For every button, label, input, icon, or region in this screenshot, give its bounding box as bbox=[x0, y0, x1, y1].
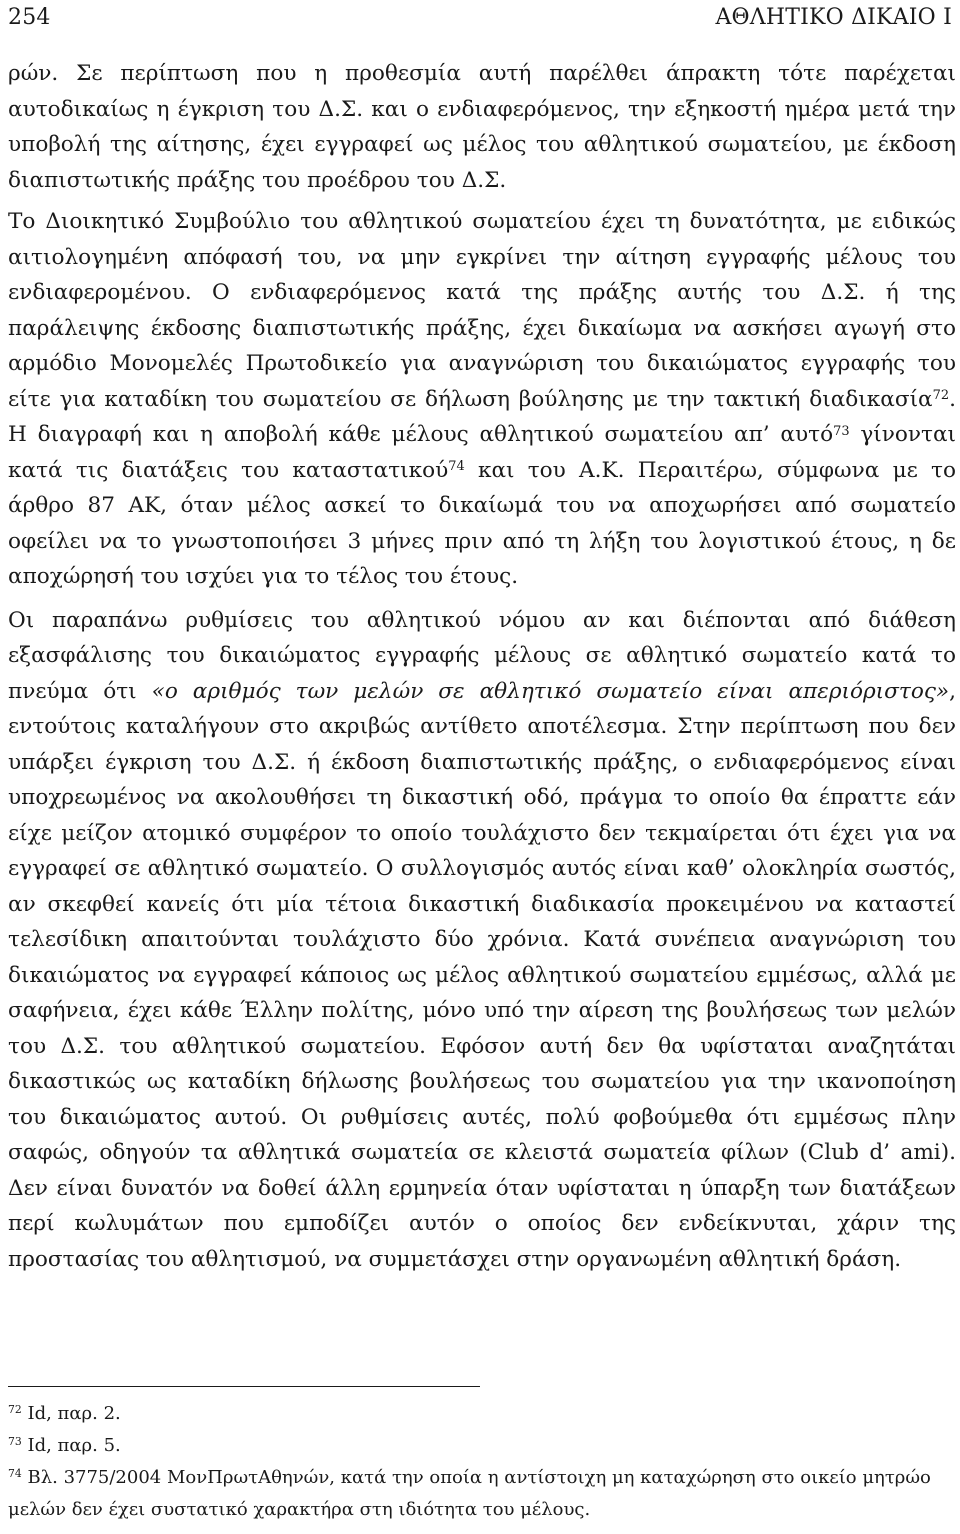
footnote-text: Id, παρ. 2. bbox=[27, 1403, 121, 1424]
footnote-74 bbox=[8, 1462, 956, 1526]
paragraph-3-part-a: Οι παραπάνω ρυθμίσεις του αθλητικού νόμου αν και διέπονται από διάθεση εξασφάλισης του δικαιώματος εγγραφής μέλους σε αθλητικό σωματείο κατά το πνεύμα ότι bbox=[8, 607, 956, 704]
footnote-text: Id, παρ. 5. bbox=[27, 1435, 121, 1456]
footnote-ref-73[interactable]: 73 bbox=[833, 423, 850, 439]
footnote-number: 73 bbox=[8, 1435, 22, 1449]
page-header bbox=[8, 0, 952, 34]
footnote-72 bbox=[8, 1398, 956, 1430]
paragraph-1: ρών. Σε περίπτωση που η προθεσμία αυτή παρέλθει άπρακτη τότε παρέχεται αυτοδικαίως η έγκριση του Δ.Σ. και ο ενδιαφερόμενος, την εξηκοστή ημέρα μετά την υποβολή της αίτησης, έχει εγγραφεί ως μέλος του αθλητικού σωματείου, με έκδοση διαπιστωτικής πράξης του προέδρου του Δ.Σ. bbox=[8, 61, 956, 193]
paragraph-2-part-c: γίνονται κατά τις διατάξεις του καταστατικού bbox=[8, 422, 956, 483]
footnote-ref-72[interactable]: 72 bbox=[932, 388, 950, 404]
paragraph-2-part-b: . Η διαγραφή και η αποβολή κάθε μέλους αθλητικού σωματείου απ’ αυτό bbox=[8, 386, 956, 447]
paragraph-3-quote: «ο αριθμός των μελών σε αθλητικό σωματείο είναι απεριόριστος» bbox=[151, 678, 950, 704]
footnotes bbox=[8, 1398, 956, 1526]
footnote-number: 74 bbox=[8, 1467, 22, 1481]
paragraph-3 bbox=[8, 603, 956, 1278]
body-text bbox=[8, 56, 956, 1277]
paragraph-2-part-d: και του Α.Κ. Περαιτέρω, σύμφωνα με το άρθρο 87 ΑΚ, όταν μέλος ασκεί το δικαίωμά του να αποχωρήσει από σωματείο οφείλει να το γνωστοποιήσει 3 μήνες πριν από τη λήξη του λογιστικού έτους, η δε αποχώρησή του ισχύει για το τέλος του έτους. bbox=[8, 457, 956, 589]
paragraph-2-part-a: Το Διοικητικό Συμβούλιο του αθλητικού σωματείου έχει τη δυνατότητα, με ειδικώς αιτιολογημένη απόφασή του, να μην εγκρίνει την αίτηση εγγραφής μέλους του ενδιαφερομένου. Ο ενδιαφερόμενος κατά της πράξης αυτής του Δ.Σ. ή της παράλειψης έκδοσης διαπιστωτικής πράξης, έχει δικαίωμα να ασκήσει αγωγή στο αρμόδιο Μονομελές Πρωτοδικείο για αναγνώριση του δικαιώματος εγγραφής του είτε για καταδίκη του σωματείου σε δήλωση βούλησης με την τακτική διαδικασία bbox=[8, 209, 956, 412]
running-title: ΑΘΛΗΤΙΚΟ ΔΙΚΑΙΟ Ι bbox=[715, 4, 952, 30]
page-number: 254 bbox=[8, 4, 51, 30]
footnote-number: 72 bbox=[8, 1403, 22, 1417]
footnote-divider bbox=[8, 1386, 480, 1387]
footnote-ref-74[interactable]: 74 bbox=[448, 459, 465, 475]
paragraph-3-part-b: , εντούτοις καταλήγουν στο ακριβώς αντίθετο αποτέλεσμα. Στην περίπτωση που δεν υπάρξει έγκριση του Δ.Σ. ή έκδοση διαπιστωτικής πράξης, ο ενδιαφερόμενος είναι υποχρεωμένος να ακολουθήσει τη δικαστική οδό, πράγμα το οποίο θα έπραττε εάν είχε μείζον ατομικό συμφέρον το οποίο τουλάχιστο δεν τεκμαίρεται ότι έχει για να εγγραφεί σε αθλητικό σωματείο. Ο συλλογισμός αυτός είναι καθ’ ολοκληρία σωστός, αν σκεφθεί κανείς ότι μία τέτοια δικαστική διαδικασία προκειμένου να καταστεί τελεσίδικη απαιτούνται τουλάχιστο δύο χρόνια. Κατά συνέπεια αναγνώριση του δικαιώματος να εγγραφεί κάποιος ως μέλος αθλητικού σωματείου εμμέσως, αλλά με σαφήνεια, έχει κάθε Έλλην πολίτης, μόνο υπό την αίρεση της βουλήσεως των μελών του Δ.Σ. του αθλητικού σωματείου. Εφόσον αυτή δεν θα υφίσταται αναζητάται δικαστικώς ως καταδίκη δήλωσης βουλήσεως του σωματείου για την ικανοποίηση του δικαιώματος αυτού. Οι ρυθμίσεις αυτές, πολύ φοβούμεθα ότι εμμέσως πλην σαφώς, οδηγούν τα αθλητικά σωματεία σε κλειστά σωματεία φίλων (Club d’ ami). Δεν είναι δυνατόν να δοθεί άλλη ερμηνεία όταν υφίσταται η ύπαρξη των διατάξεων περί κωλυμάτων που εμποδίζει αυτόν ο οποίος δεν ενδείκνυται, χάριν της προστασίας του αθλητισμού, να συμμετάσχει στην οργανωμένη αθλητική δράση. bbox=[8, 678, 957, 1272]
footnote-73 bbox=[8, 1430, 956, 1462]
paragraph-2 bbox=[8, 204, 956, 595]
footnote-text: Βλ. 3775/2004 ΜονΠρωτΑθηνών, κατά την οποία η αντίστοιχη μη καταχώρηση στο οικείο μητρώο μελών δεν έχει συστατικό χαρακτήρα στη ιδιότητα του μέλους. bbox=[8, 1467, 931, 1520]
